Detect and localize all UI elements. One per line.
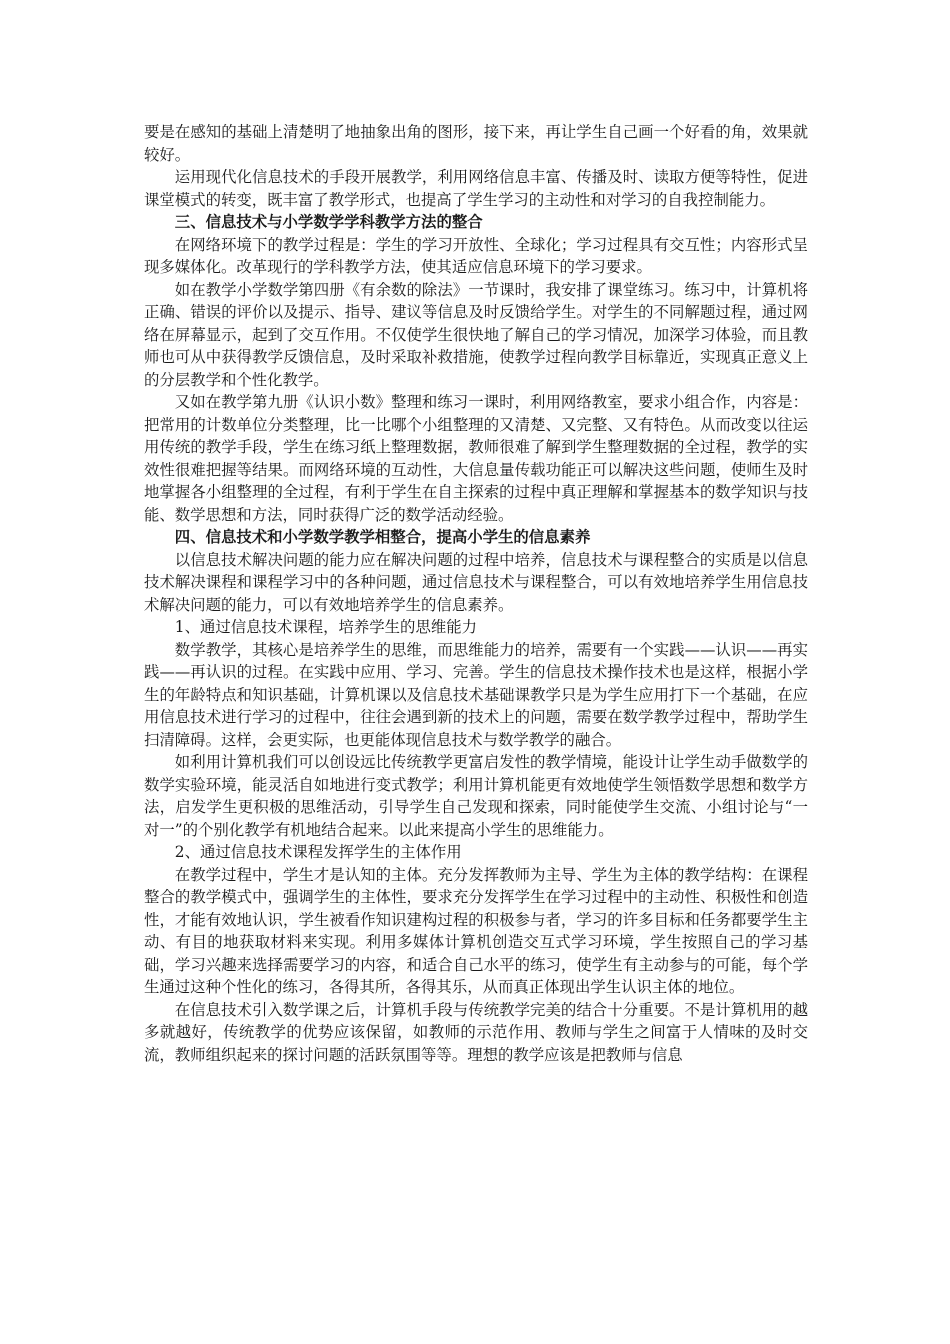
- paragraph: 以信息技术解决问题的能力应在解决问题的过程中培养，信息技术与课程整合的实质是以信息技术解决课程和课程学习中的各种问题，通过信息技术与课程整合，可以有效地培养学生用信息技术解决问题的能力，可以有效地培养学生的信息素养。: [144, 550, 808, 614]
- paragraph-continuation: 要是在感知的基础上清楚明了地抽象出角的图形，接下来，再让学生自己画一个好看的角，效果就较好。: [144, 123, 808, 164]
- document-body: [144, 121, 808, 1066]
- subheading-1: 1、通过信息技术课程，培养学生的思维能力: [174, 618, 478, 636]
- paragraph: 在教学过程中，学生才是认知的主体。充分发挥教师为主导、学生为主体的教学结构：在课程整合的教学模式中，强调学生的主体性，要求充分发挥学生在学习过程中的主动性、积极性和创造性，才能有效地认识，学生被看作知识建构过程的积极参与者，学习的许多目标和任务都要学生主动、有目的地获取材料来实现。利用多媒体计算机创造交互式学习环境，学生按照自己的学习基础，学习兴趣来选择需要学习的内容，和适合自己水平的练习，使学生有主动参与的可能，每个学生通过这种个性化的练习，各得其所，各得其乐，从而真正体现出学生认识主体的地位。: [144, 865, 808, 996]
- paragraph: 又如在教学第九册《认识小数》整理和练习一课时，利用网络教室，要求小组合作，内容是：把常用的计数单位分类整理，比一比哪个小组整理的又清楚、又完整、又有特色。从而改变以往运用传统的教学手段，学生在练习纸上整理数据，教师很难了解到学生整理数据的全过程，教学的实效性很难把握等结果。而网络环境的互动性，大信息量传载功能正可以解决这些问题，使师生及时地掌握各小组整理的全过程，有利于学生在自主探索的过程中真正理解和掌握基本的数学知识与技能、数学思想和方法，同时获得广泛的数学活动经验。: [144, 393, 808, 524]
- paragraph: 运用现代化信息技术的手段开展教学，利用网络信息丰富、传播及时、读取方便等特性，促进课堂模式的转变，既丰富了教学形式，也提高了学生学习的主动性和对学习的自我控制能力。: [144, 168, 808, 209]
- paragraph: 如利用计算机我们可以创设远比传统教学更富启发性的教学情境，能设计让学生动手做数学的数学实验环境，能灵活自如地进行变式教学；利用计算机能更有效地使学生领悟数学思想和数学方法，启发学生更积极的思维活动，引导学生自己发现和探索，同时能使学生交流、小组讨论与“一对一”的个别化教学有机地结合起来。以此来提高小学生的思维能力。: [144, 753, 808, 839]
- paragraph: 如在教学小学数学第四册《有余数的除法》一节课时，我安排了课堂练习。练习中，计算机将正确、错误的评价以及提示、指导、建议等信息及时反馈给学生。对学生的不同解题过程，通过网络在屏幕显示，起到了交互作用。不仅使学生很快地了解自己的学习情况，加深学习体验，而且教师也可从中获得教学反馈信息，及时采取补救措施，使教学过程向教学目标靠近，实现真正意义上的分层教学和个性化教学。: [144, 280, 808, 389]
- paragraph: 在信息技术引入数学课之后，计算机手段与传统教学完美的结合十分重要。不是计算机用的越多就越好，传统教学的优势应该保留，如教师的示范作用、教师与学生之间富于人情味的及时交流，教师组织起来的探讨问题的活跃氛围等等。理想的教学应该是把教师与信息: [144, 1000, 808, 1064]
- section-heading-4: 四、信息技术和小学数学教学相整合，提高小学生的信息素养: [174, 528, 591, 546]
- paragraph: 数学教学，其核心是培养学生的思维，而思维能力的培养，需要有一个实践——认识——再实践——再认识的过程。在实践中应用、学习、完善。学生的信息技术操作技术也是这样，根据小学生的年龄特点和知识基础，计算机课以及信息技术基础课教学只是为学生应用打下一个基础，在应用信息技术进行学习的过程中，往往会遇到新的技术上的问题，需要在数学教学过程中，帮助学生扫清障碍。这样，会更实际，也更能体现信息技术与数学教学的融合。: [144, 640, 808, 749]
- paragraph: 在网络环境下的教学过程是：学生的学习开放性、全球化；学习过程具有交互性；内容形式呈现多媒体化。改革现行的学科教学方法，使其适应信息环境下的学习要求。: [144, 235, 808, 276]
- section-heading-3: 三、信息技术与小学数学学科教学方法的整合: [174, 213, 483, 231]
- subheading-2: 2、通过信息技术课程发挥学生的主体作用: [174, 843, 462, 861]
